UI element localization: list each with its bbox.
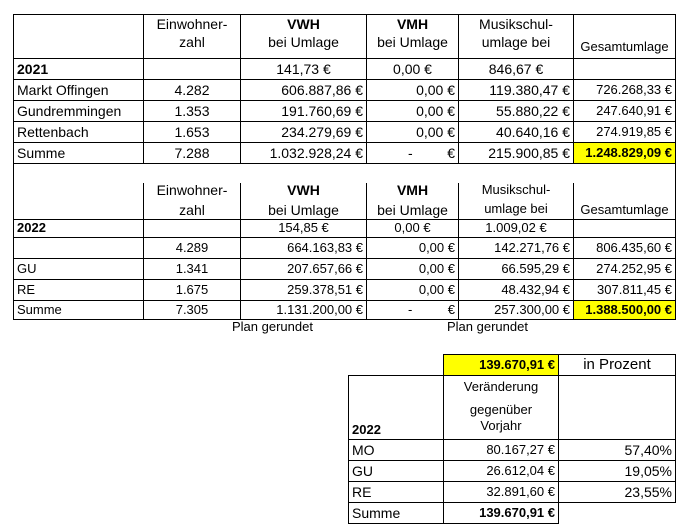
header-einwohner-line1: Einwohner- <box>156 183 228 198</box>
header-musik-line1: Musikschul- <box>479 16 553 32</box>
row-vmh: 0,00 € <box>367 279 459 300</box>
table-row <box>14 258 676 279</box>
change-summe-row <box>349 503 676 524</box>
change-header-row <box>349 376 676 440</box>
summe-gesamt-highlight: 1.388.500,00 € <box>574 300 676 319</box>
row-name: GU <box>14 258 144 279</box>
row-musik: 66.595,29 € <box>459 258 574 279</box>
change-header-line2: gegenüber <box>469 401 533 417</box>
change-summe-label: Summe <box>349 503 444 524</box>
change-row-percent: 23,55% <box>559 482 676 503</box>
header-empty <box>14 15 144 59</box>
table-row <box>14 122 676 143</box>
row-gesamt: 247.640,91 € <box>574 101 676 122</box>
row-einwohner: 4.282 <box>144 80 241 101</box>
rate-row-2021 <box>14 59 676 80</box>
header-row-2022 <box>14 183 676 219</box>
row-name: Gundremmingen <box>14 101 144 122</box>
row-musik: 48.432,94 € <box>459 279 574 300</box>
row-musik: 40.640,16 € <box>459 122 574 143</box>
summe-vmh <box>367 300 459 319</box>
change-summe-empty <box>559 503 676 524</box>
summe-vwh: 1.032.928,24 € <box>241 143 367 164</box>
row-musik: 55.880,22 € <box>459 101 574 122</box>
change-in-prozent: in Prozent <box>559 355 676 376</box>
row-vwh: 191.760,69 € <box>241 101 367 122</box>
header-musik <box>459 183 574 219</box>
row-gesamt: 806.435,60 € <box>574 237 676 258</box>
row-gesamt: 307.811,45 € <box>574 279 676 300</box>
change-row-value: 32.891,60 € <box>444 482 559 503</box>
row-vwh: 606.887,86 € <box>241 80 367 101</box>
change-header <box>444 376 559 440</box>
header-einwohner <box>144 183 241 219</box>
table-row <box>14 279 676 300</box>
summe-label: Summe <box>14 300 144 319</box>
plan-note-vwh: Plan gerundet <box>232 319 313 334</box>
header-gesamt-label: Gesamtumlage <box>580 39 669 55</box>
row-einwohner: 1.341 <box>144 258 241 279</box>
row-einwohner: 1.353 <box>144 101 241 122</box>
change-summe-value: 139.670,91 € <box>444 503 559 524</box>
header-einwohner-line1: Einwohner- <box>156 16 228 32</box>
row-vwh: 259.378,51 € <box>241 279 367 300</box>
table-2022 <box>13 183 676 320</box>
row-gesamt: 726.268,33 € <box>574 80 676 101</box>
rate-empty <box>144 59 241 80</box>
row-vmh: 0,00 € <box>367 122 459 143</box>
row-einwohner: 1.653 <box>144 122 241 143</box>
row-name: RE <box>14 279 144 300</box>
change-total-highlight: 139.670,91 € <box>444 355 559 376</box>
row-gesamt: 274.919,85 € <box>574 122 676 143</box>
rate-vmh-2022: 0,00 € <box>367 219 459 237</box>
header-gesamt-label: Gesamtumlage <box>580 201 669 217</box>
row-gesamt: 274.252,95 € <box>574 258 676 279</box>
summe-einwohner: 7.305 <box>144 300 241 319</box>
change-header-line1: Veränderung <box>463 379 539 394</box>
row-musik: 119.380,47 € <box>459 80 574 101</box>
header-vmh <box>367 15 459 59</box>
header-musik-line2: umlage bei <box>484 200 548 216</box>
header-musik-line2: umlage bei <box>481 33 551 50</box>
header-vwh-line2: bei Umlage <box>268 33 339 50</box>
row-name: Rettenbach <box>14 122 144 143</box>
summe-row-2022 <box>14 300 676 319</box>
change-empty <box>349 355 444 376</box>
change-year-cell <box>349 376 444 440</box>
rate-vwh-2021: 141,73 € <box>241 59 367 80</box>
header-empty <box>14 183 144 219</box>
rate-row-2022 <box>14 219 676 237</box>
change-row-name: RE <box>349 482 444 503</box>
row-vmh: 0,00 € <box>367 101 459 122</box>
change-row-value: 80.167,27 € <box>444 440 559 461</box>
table-row <box>14 80 676 101</box>
rate-musik-2022: 1.009,02 € <box>459 219 574 237</box>
summe-row-2021 <box>14 143 676 164</box>
rate-vmh-2021: 0,00 € <box>367 59 459 80</box>
change-row-percent: 57,40% <box>559 440 676 461</box>
summe-vmh-dash: - <box>408 144 413 161</box>
spacer-row <box>14 164 676 184</box>
rate-gesamt-empty <box>574 59 676 80</box>
summe-musik: 215.900,85 € <box>459 143 574 164</box>
row-vmh: 0,00 € <box>367 258 459 279</box>
row-name: Markt Offingen <box>14 80 144 101</box>
summe-vmh <box>367 143 459 164</box>
summe-vwh: 1.131.200,00 € <box>241 300 367 319</box>
header-vmh-line1: VMH <box>396 183 429 198</box>
table-row <box>349 461 676 482</box>
header-row-2021 <box>14 15 676 59</box>
header-vwh-line1: VWH <box>287 183 320 198</box>
header-vwh <box>241 15 367 59</box>
rate-vwh-2022: 154,85 € <box>241 219 367 237</box>
change-year-label: 2022 <box>352 422 381 438</box>
row-musik: 142.271,76 € <box>459 237 574 258</box>
summe-vmh-dash: - <box>408 301 413 317</box>
change-header-empty <box>559 376 676 440</box>
header-vmh <box>367 183 459 219</box>
header-vwh-line1: VWH <box>287 16 320 32</box>
change-row-percent: 19,05% <box>559 461 676 482</box>
header-einwohner-line2: zahl <box>179 201 205 218</box>
change-total-row <box>349 355 676 376</box>
header-einwohner <box>144 15 241 59</box>
change-table <box>348 354 676 524</box>
rate-musik-2021: 846,67 € <box>459 59 574 80</box>
row-vmh: 0,00 € <box>367 80 459 101</box>
summe-vmh-eur: € <box>447 301 455 317</box>
change-row-name: MO <box>349 440 444 461</box>
header-einwohner-line2: zahl <box>179 33 205 50</box>
change-row-name: GU <box>349 461 444 482</box>
plan-note-musik: Plan gerundet <box>447 319 528 334</box>
row-vmh: 0,00 € <box>367 237 459 258</box>
header-musik <box>459 15 574 59</box>
change-header-line3: Vorjahr <box>480 418 522 434</box>
row-vwh: 664.163,83 € <box>241 237 367 258</box>
table-row <box>349 482 676 503</box>
header-gesamt <box>574 15 676 59</box>
header-vmh-line1: VMH <box>396 16 429 32</box>
row-einwohner: 4.289 <box>144 237 241 258</box>
table-row <box>349 440 676 461</box>
table-row <box>14 237 676 258</box>
year-label-2021: 2021 <box>14 59 144 80</box>
row-vwh: 234.279,69 € <box>241 122 367 143</box>
header-gesamt <box>574 183 676 219</box>
summe-musik: 257.300,00 € <box>459 300 574 319</box>
header-musik-line1: Musikschul- <box>481 183 551 197</box>
header-vwh-line2: bei Umlage <box>268 201 339 218</box>
row-name <box>14 237 144 258</box>
table-row <box>14 101 676 122</box>
change-row-value: 26.612,04 € <box>444 461 559 482</box>
row-einwohner: 1.675 <box>144 279 241 300</box>
summe-gesamt-highlight: 1.248.829,09 € <box>574 143 676 164</box>
header-vmh-line2: bei Umlage <box>377 201 448 218</box>
header-vmh-line2: bei Umlage <box>377 33 448 50</box>
row-vwh: 207.657,66 € <box>241 258 367 279</box>
table-2021 <box>13 14 676 184</box>
header-vwh <box>241 183 367 219</box>
rate-gesamt-empty <box>574 219 676 237</box>
year-label-2022: 2022 <box>14 219 144 237</box>
summe-vmh-eur: € <box>447 144 455 161</box>
rate-empty <box>144 219 241 237</box>
summe-label: Summe <box>14 143 144 164</box>
summe-einwohner: 7.288 <box>144 143 241 164</box>
